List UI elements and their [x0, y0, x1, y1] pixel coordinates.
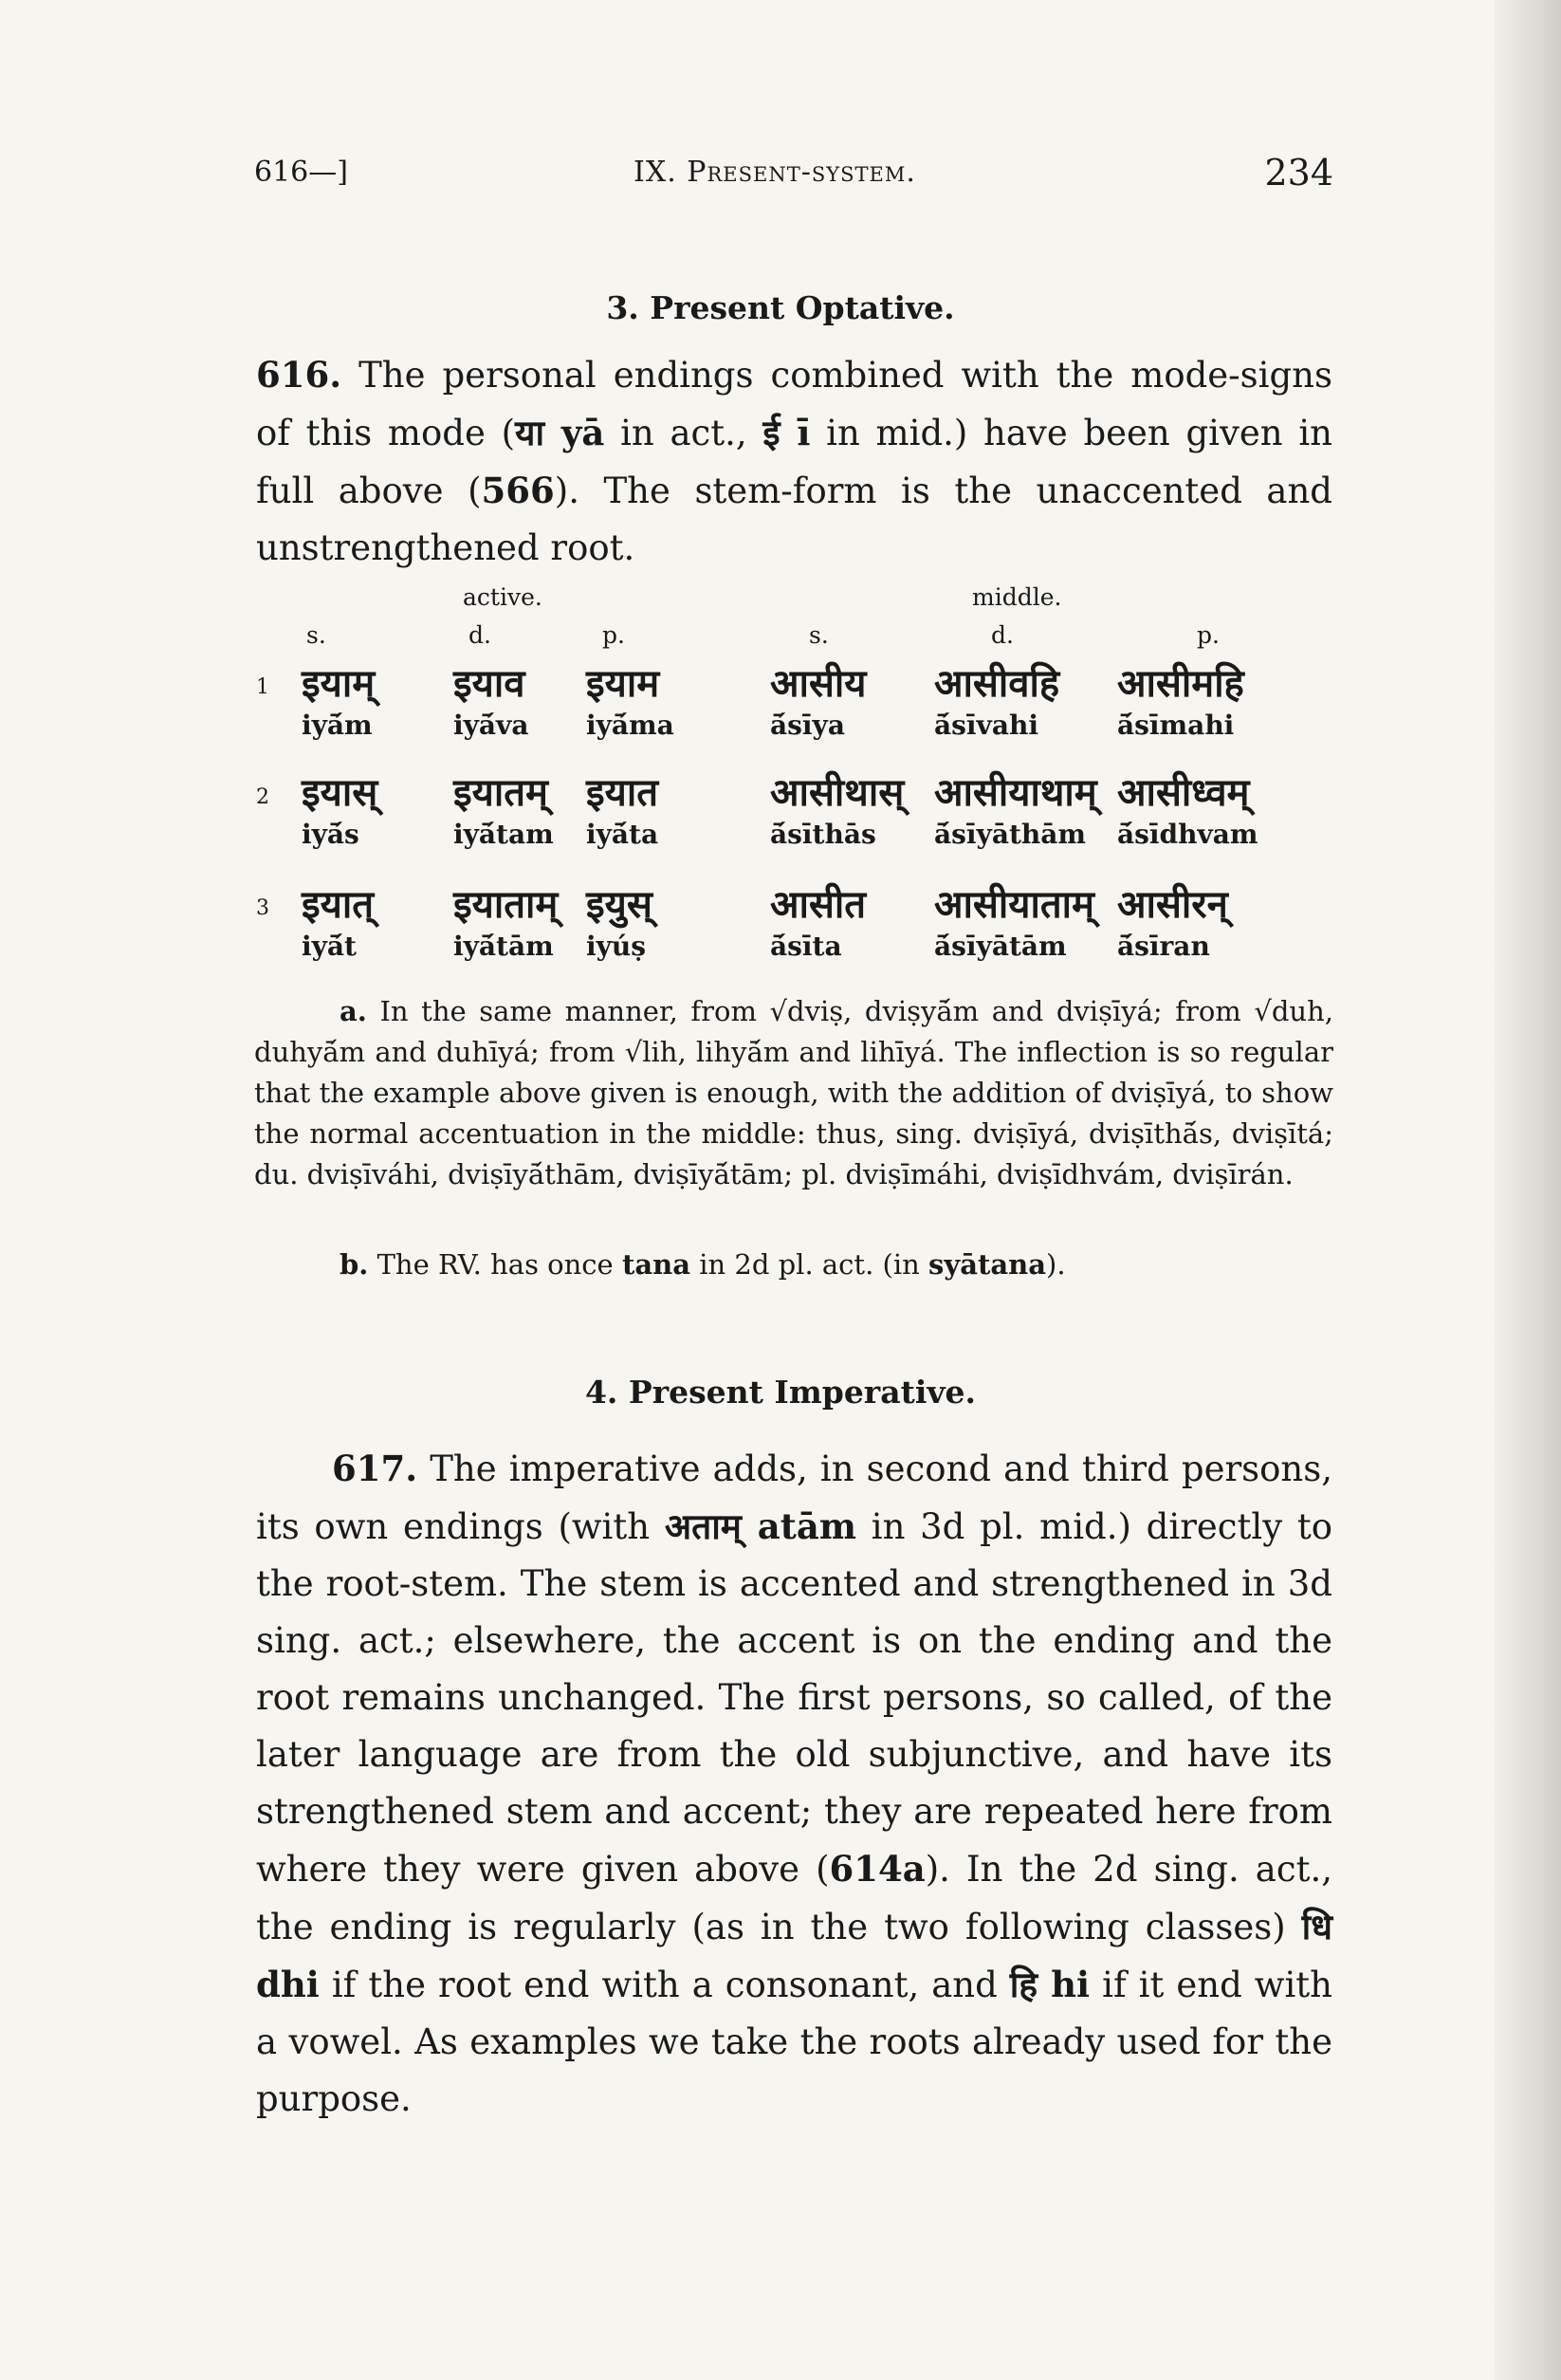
table-cell: इयात iyā́ta — [586, 771, 659, 850]
middle-label: middle. — [972, 583, 1062, 611]
devanagari-ya: या — [515, 413, 545, 453]
paragraph-number: 616. — [256, 354, 342, 396]
paragraph-617: 617. The imperative adds, in second and third persons, its own endings (with अताम् atām in 3d pl. mid.) directly to the root-stem. The stem is accented and strengthened in 3d sing. act.; elsewhere, the accent is on the ending and the root remains unchanged. The first persons, so called, of the later language are from the old subjunctive, and have its strengthened stem and accent; they are repeated here from where they were given above (614a). In the 2d sing. act., the ending is regularly (as in the two following classes) धि dhi if the root end with a consonant, and हि hi if it end with a vowel. As examples we take the roots already used for the purpose. — [256, 1448, 1332, 2119]
table-cell: आसीयाताम् ā́sīyātām — [934, 883, 1094, 962]
col-label: p. — [602, 621, 625, 649]
table-cell: आसीध्वम् ā́sīdhvam — [1117, 771, 1258, 850]
page-number: 234 — [1264, 152, 1333, 194]
active-label: active. — [463, 583, 542, 611]
section-heading-imperative: 4. Present Imperative. — [584, 1374, 977, 1411]
paragraph-616: 616. The personal endings combined with the mode-signs of this mode (या yā in act., ई ī in mid.) have been given in full above (566). The stem-form is the unaccented and unstrengthened root. — [256, 354, 1332, 568]
note-label: a. — [340, 995, 367, 1027]
table-cell: आसीवहि ā́sīvahi — [934, 662, 1060, 741]
table-cell: इयाम् iyā́m — [302, 662, 376, 741]
row-number: 1 — [256, 675, 269, 699]
devanagari-atam: अताम् — [664, 1506, 742, 1547]
page-edge-shadow — [1495, 0, 1561, 2380]
table-cell: आसीत ā́sīta — [770, 883, 867, 962]
table-cell: आसीरन् ā́sīran — [1117, 883, 1228, 962]
paragraph-number: 617. — [332, 1448, 418, 1489]
table-cell: इयाव iyā́va — [453, 662, 529, 741]
table-cell: इयाम iyā́ma — [586, 662, 674, 741]
col-label: p. — [1197, 621, 1220, 649]
table-cell: इयास् iyā́s — [302, 771, 378, 850]
chapter-title: IX. Present-system. — [634, 156, 916, 189]
running-header — [254, 152, 1333, 199]
row-number: 2 — [256, 785, 269, 809]
table-cell: आसीयाथाम् ā́sīyāthām — [934, 771, 1097, 850]
note-a: a. In the same manner, from √dviṣ, dviṣyā́m and dviṣīyá; from √duh, duhyā́m and duhīyá; from √lih, lihyā́m and lihīyá. The inflection is so regular that the example above given is enough, with the addition of dviṣīyá, to show the normal accentuation in the middle: thus, sing. dviṣīyá, dviṣīthā́s, dviṣītá; du. dviṣīváhi, dviṣīyā́thām, dviṣīyā́tām; pl. dviṣīmáhi, dviṣīdhvám, dviṣīrán. — [254, 995, 1333, 1190]
table-cell: इयाताम् iyā́tām — [453, 883, 559, 962]
cross-reference: 566 — [481, 470, 555, 511]
table-cell: इयुस् iyúṣ — [586, 883, 652, 962]
col-label: d. — [991, 621, 1014, 649]
note-b: b. The RV. has once tana in 2d pl. act. (in syātana). — [340, 1248, 1066, 1281]
col-label: d. — [468, 621, 491, 649]
table-cell: आसीय ā́sīya — [770, 662, 867, 741]
section-heading-optative: 3. Present Optative. — [606, 289, 955, 326]
table-cell: आसीथास् ā́sīthās — [770, 771, 905, 850]
col-label: s. — [306, 621, 326, 649]
row-number: 3 — [256, 896, 269, 920]
devanagari-i: ई — [762, 413, 780, 453]
note-label: b. — [340, 1248, 369, 1281]
devanagari-dhi: धि — [1301, 1907, 1332, 1947]
cross-reference: 614a — [829, 1848, 926, 1890]
table-cell: इयातम् iyā́tam — [453, 771, 554, 850]
table-cell: आसीमहि ā́sīmahi — [1117, 662, 1244, 741]
devanagari-hi: हि — [1009, 1965, 1038, 2005]
col-label: s. — [809, 621, 829, 649]
section-ref: 616—] — [254, 156, 348, 189]
table-cell: इयात् iyā́t — [302, 883, 374, 962]
